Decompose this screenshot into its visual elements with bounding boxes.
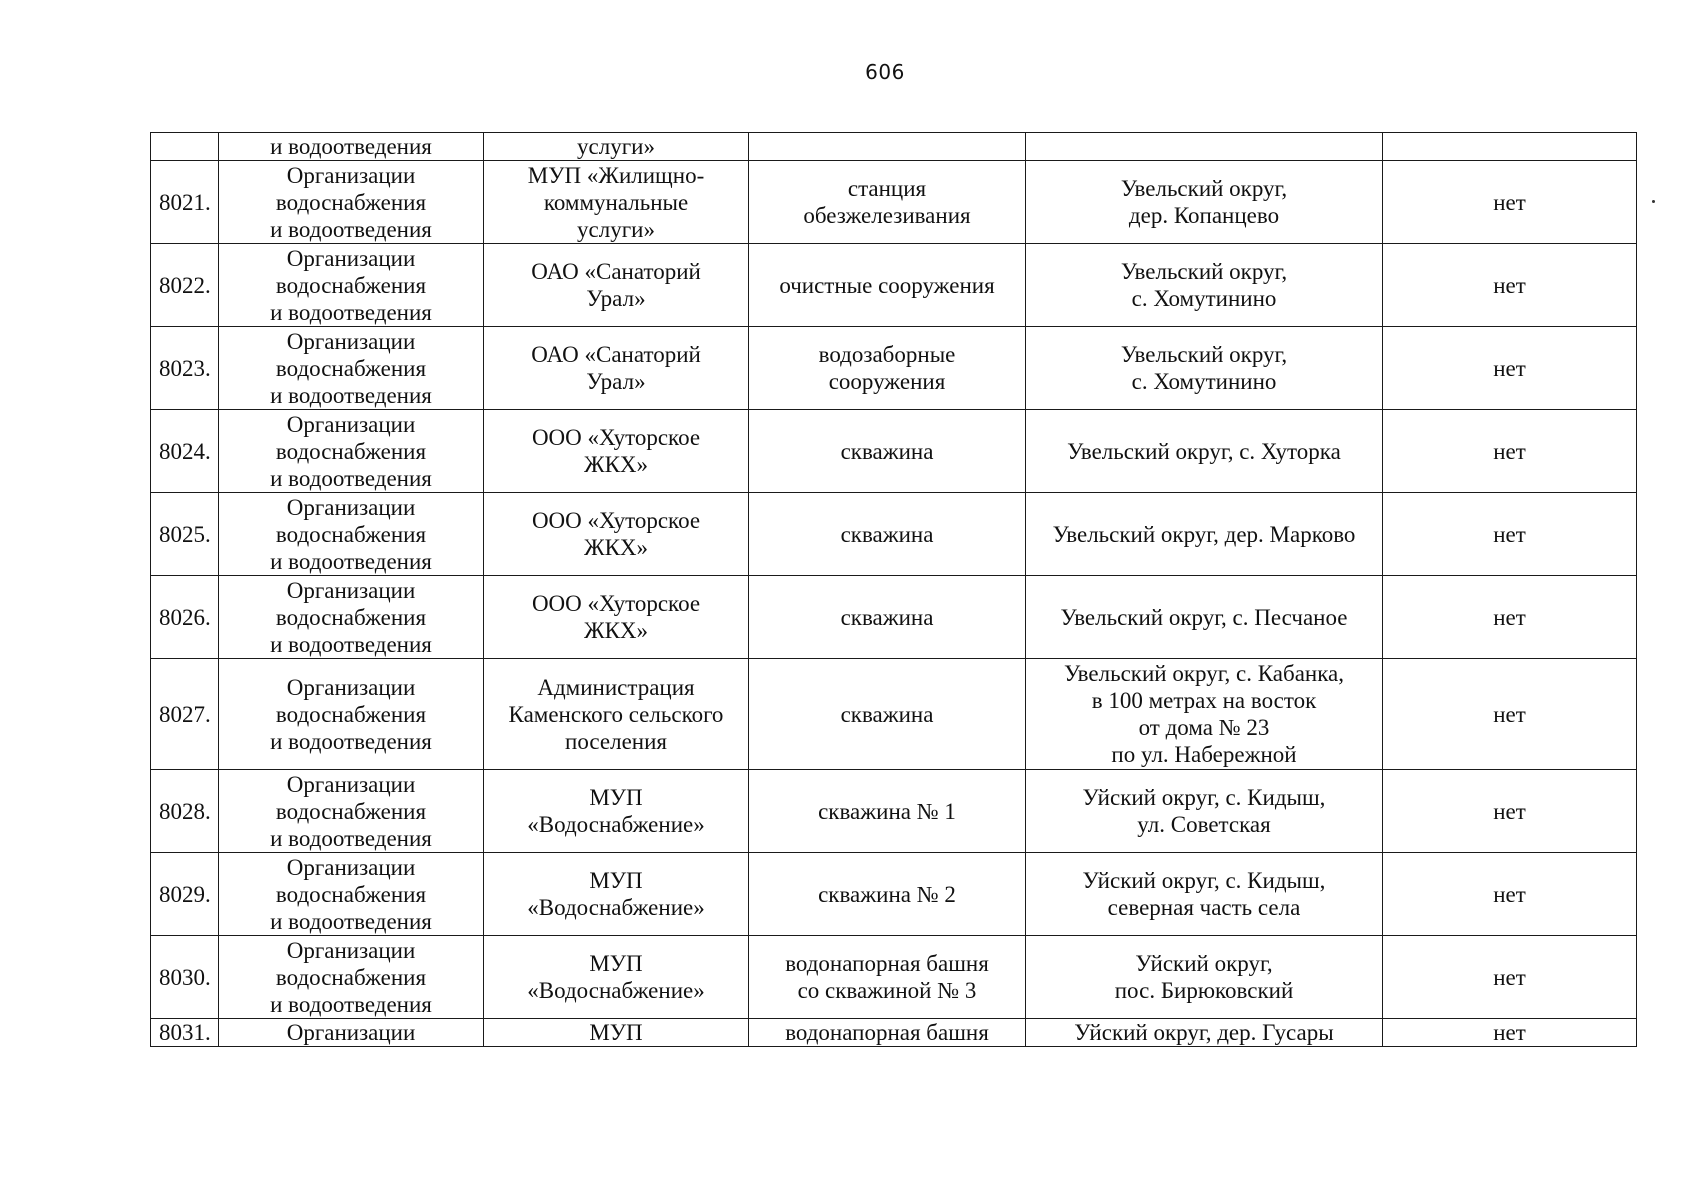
cell-flag: нет: [1383, 410, 1637, 493]
cell-object: скважина: [749, 410, 1026, 493]
cell-number: 8031.: [151, 1019, 219, 1047]
table-row-continuation: [151, 133, 1637, 161]
page-number: 606: [865, 60, 905, 84]
cell-object: скважина: [749, 576, 1026, 659]
cell-number: 8024.: [151, 410, 219, 493]
table-row: [151, 244, 1637, 327]
table-row: [151, 853, 1637, 936]
cell-location: Уйский округ, пос. Бирюковский: [1026, 936, 1383, 1019]
cell-category: Организации водоснабжения и водоотведения: [219, 659, 484, 770]
cell-object: станция обезжелезивания: [749, 161, 1026, 244]
cell-location: Увельский округ, с. Хуторка: [1026, 410, 1383, 493]
cell-flag: нет: [1383, 1019, 1637, 1047]
cell-flag: нет: [1383, 576, 1637, 659]
cell-number: 8030.: [151, 936, 219, 1019]
cell-object: водонапорная башня со скважиной № 3: [749, 936, 1026, 1019]
cell-organization: МУП «Жилищно- коммунальные услуги»: [484, 161, 749, 244]
cell-organization: Администрация Каменского сельского поселения: [484, 659, 749, 770]
cell-number: [151, 133, 219, 161]
cell-location: [1026, 133, 1383, 161]
cell-number: 8021.: [151, 161, 219, 244]
table-row: [151, 327, 1637, 410]
cell-category: Организации водоснабжения и водоотведения: [219, 410, 484, 493]
cell-organization: ООО «Хуторское ЖКХ»: [484, 576, 749, 659]
cell-category: Организации водоснабжения и водоотведения: [219, 770, 484, 853]
cell-number: 8027.: [151, 659, 219, 770]
cell-category: Организации водоснабжения и водоотведения: [219, 161, 484, 244]
cell-category: Организации водоснабжения и водоотведения: [219, 853, 484, 936]
cell-category: Организации водоснабжения и водоотведения: [219, 244, 484, 327]
table-row: [151, 659, 1637, 770]
table-row: [151, 936, 1637, 1019]
table-row: [151, 161, 1637, 244]
cell-organization: ООО «Хуторское ЖКХ»: [484, 410, 749, 493]
cell-object: скважина: [749, 493, 1026, 576]
cell-category: Организации водоснабжения и водоотведения: [219, 576, 484, 659]
cell-category: и водоотведения: [219, 133, 484, 161]
table-row: [151, 770, 1637, 853]
cell-number: 8026.: [151, 576, 219, 659]
cell-flag: нет: [1383, 853, 1637, 936]
cell-category: Организации водоснабжения и водоотведения: [219, 327, 484, 410]
table-row: [151, 576, 1637, 659]
cell-category: Организации: [219, 1019, 484, 1047]
cell-object: скважина: [749, 659, 1026, 770]
cell-number: 8022.: [151, 244, 219, 327]
cell-organization: ООО «Хуторское ЖКХ»: [484, 493, 749, 576]
cell-flag: нет: [1383, 659, 1637, 770]
cell-organization: МУП: [484, 1019, 749, 1047]
cell-organization: МУП «Водоснабжение»: [484, 770, 749, 853]
table-row: [151, 1019, 1637, 1047]
cell-organization: услуги»: [484, 133, 749, 161]
cell-organization: МУП «Водоснабжение»: [484, 853, 749, 936]
cell-flag: [1383, 133, 1637, 161]
cell-category: Организации водоснабжения и водоотведения: [219, 493, 484, 576]
cell-category: Организации водоснабжения и водоотведения: [219, 936, 484, 1019]
registry-table: [150, 132, 1637, 1047]
cell-object: скважина № 2: [749, 853, 1026, 936]
cell-location: Уйский округ, с. Кидыш, северная часть села: [1026, 853, 1383, 936]
cell-object: водонапорная башня: [749, 1019, 1026, 1047]
cell-organization: ОАО «Санаторий Урал»: [484, 244, 749, 327]
table-row: [151, 493, 1637, 576]
cell-location: Увельский округ, дер. Копанцево: [1026, 161, 1383, 244]
cell-number: 8025.: [151, 493, 219, 576]
cell-location: Увельский округ, с. Кабанка, в 100 метрах на восток от дома № 23 по ул. Набережной: [1026, 659, 1383, 770]
cell-location: Увельский округ, с. Хомутинино: [1026, 244, 1383, 327]
cell-number: 8023.: [151, 327, 219, 410]
table-row: [151, 410, 1637, 493]
cell-location: Увельский округ, с. Песчаное: [1026, 576, 1383, 659]
cell-organization: ОАО «Санаторий Урал»: [484, 327, 749, 410]
cell-flag: нет: [1383, 327, 1637, 410]
cell-flag: нет: [1383, 936, 1637, 1019]
cell-flag: нет: [1383, 161, 1637, 244]
cell-organization: МУП «Водоснабжение»: [484, 936, 749, 1019]
cell-object: скважина № 1: [749, 770, 1026, 853]
cell-location: Увельский округ, дер. Марково: [1026, 493, 1383, 576]
cell-flag: нет: [1383, 244, 1637, 327]
cell-number: 8029.: [151, 853, 219, 936]
cell-object: водозаборные сооружения: [749, 327, 1026, 410]
cell-location: Уйский округ, дер. Гусары: [1026, 1019, 1383, 1047]
cell-flag: нет: [1383, 493, 1637, 576]
scan-speck: [1652, 200, 1655, 203]
cell-location: Уйский округ, с. Кидыш, ул. Советская: [1026, 770, 1383, 853]
cell-flag: нет: [1383, 770, 1637, 853]
cell-object: [749, 133, 1026, 161]
cell-object: очистные сооружения: [749, 244, 1026, 327]
cell-location: Увельский округ, с. Хомутинино: [1026, 327, 1383, 410]
cell-number: 8028.: [151, 770, 219, 853]
